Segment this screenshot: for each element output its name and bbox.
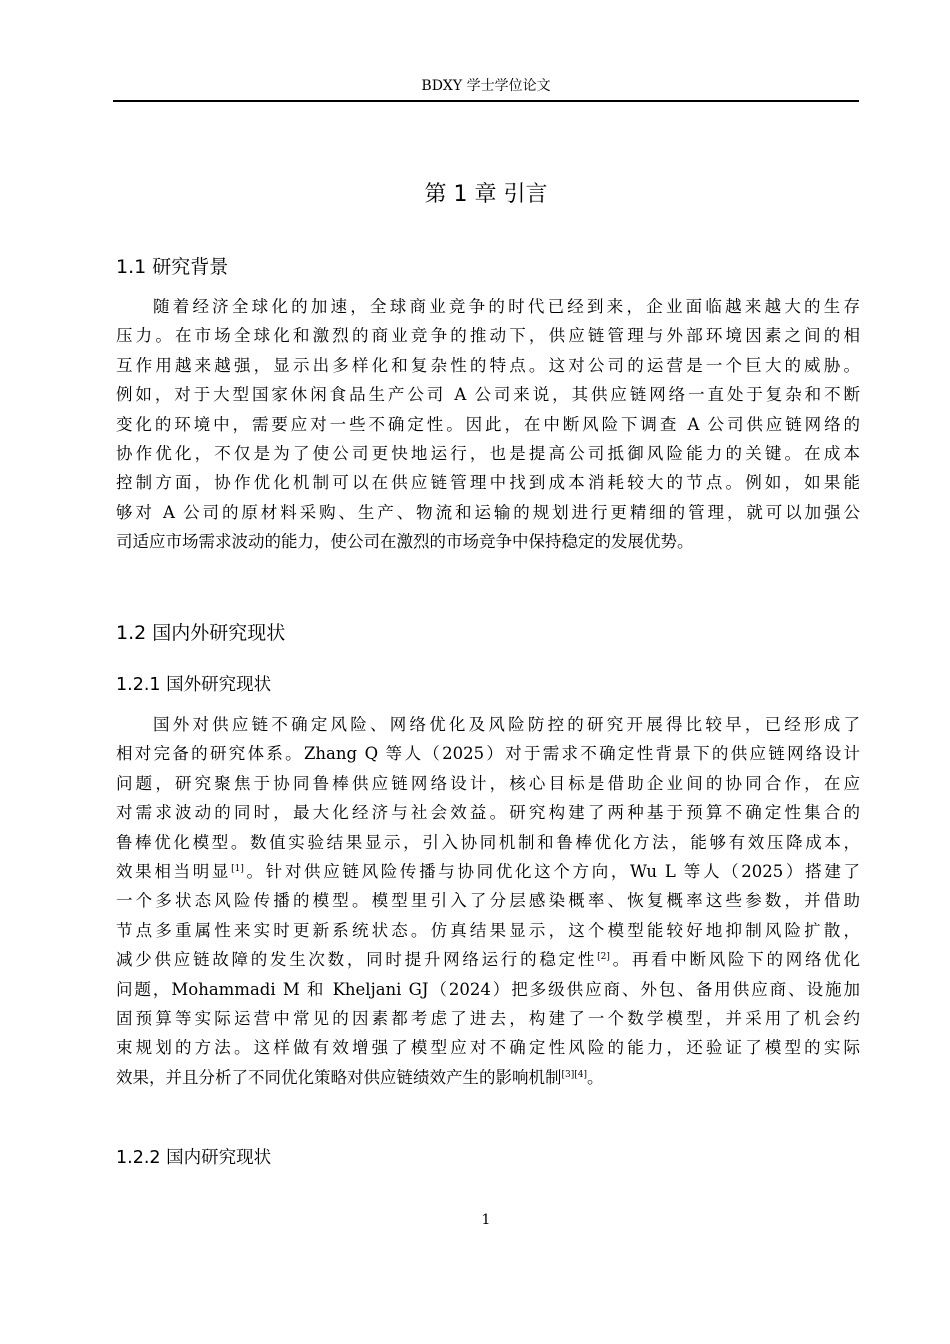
- paragraph-line: 问题，Mohammadi M 和 Kheljani GJ（2024）把多级供应商、外包、备用供应商、设施加: [116, 979, 860, 999]
- paragraph-line: 够对 A 公司的原材料采购、生产、物流和运输的规划进行更精细的管理，就可以加强公: [116, 502, 860, 522]
- paragraph-line: 固预算等实际运营中常见的因素都考虑了进去，构建了一个数学模型，并采用了机会约: [116, 1008, 860, 1028]
- paragraph-line: 对需求波动的同时，最大化经济与社会效益。研究构建了两种基于预算不确定性集合的: [116, 803, 860, 823]
- subsection-heading-1-2-1: 1.2.1 国外研究现状: [116, 675, 272, 695]
- section-heading-1-2: 1.2 国内外研究现状: [116, 622, 286, 644]
- paragraph-line: 协作优化，不仅是为了使公司更快地运行，也是提高公司抵御风险能力的关键。在成本: [116, 443, 860, 463]
- page-number: 1: [481, 1212, 491, 1228]
- paragraph-line: 司适应市场需求波动的能力，使公司在激烈的市场竞争中保持稳定的发展优势。: [116, 532, 694, 552]
- paragraph-background: [116, 292, 860, 557]
- subsection-heading-1-2-2: 1.2.2 国内研究现状: [116, 1148, 272, 1168]
- paragraph-line: [116, 857, 860, 886]
- citation-1[interactable]: [1]: [231, 863, 244, 874]
- line-text: 。: [587, 1067, 604, 1087]
- line-text: 。再看中断风险下的网络优化: [609, 950, 860, 970]
- paragraph-line: 例如，对于大型国家休闲食品生产公司 A 公司来说，其供应链网络一直处于复杂和不断: [116, 385, 860, 405]
- paragraph-line: 互作用越来越强，显示出多样化和复杂性的特点。这对公司的运营是一个巨大的威胁。: [116, 355, 860, 375]
- section-heading-1-1: 1.1 研究背景: [116, 256, 229, 278]
- paragraph-line: 压力。在市场全球化和激烈的商业竞争的推动下，供应链管理与外部环境因素之间的相: [116, 326, 860, 346]
- chapter-title: 第 1 章 引言: [424, 182, 548, 207]
- paragraph-line: 鲁棒优化模型。数值实验结果显示，引入协同机制和鲁棒优化方法，能够有效压降成本，: [116, 832, 860, 852]
- paragraph-line: [116, 945, 860, 974]
- paragraph-line: 随着经济全球化的加速，全球商业竞争的时代已经到来，企业面临越来越大的生存: [153, 297, 860, 316]
- paragraph-line: 问题，研究聚焦于协同鲁棒供应链网络设计，核心目标是借助企业间的协同合作，在应: [116, 773, 860, 793]
- line-text: 效果相当明显: [116, 861, 232, 881]
- paragraph-line: 束规划的方法。这样做有效增强了模型应对不确定性风险的能力，还验证了模型的实际: [116, 1038, 860, 1058]
- line-text: 减少供应链故障的发生次数，同时提升网络运行的稳定性: [116, 950, 598, 970]
- paragraph-line: 控制方面，协作优化机制可以在供应链管理中找到成本消耗较大的节点。例如，如果能: [116, 473, 860, 493]
- running-header: BDXY 学士学位论文: [421, 78, 551, 94]
- citation-2[interactable]: [2]: [597, 952, 610, 963]
- paragraph-line: 一个多状态风险传播的模型。模型里引入了分层感染概率、恢复概率这些参数，并借助: [116, 891, 860, 911]
- paragraph-line: 相对完备的研究体系。Zhang Q 等人（2025）对于需求不确定性背景下的供应链网络设计: [116, 744, 860, 764]
- paragraph-line: 国外对供应链不确定风险、网络优化及风险防控的研究开展得比较早，已经形成了: [153, 715, 860, 734]
- header-divider: [113, 100, 859, 102]
- paragraph-line: [116, 1063, 860, 1092]
- paragraph-line: 变化的环境中，需要应对一些不确定性。因此，在中断风险下调查 A 公司供应链网络的: [116, 414, 860, 434]
- citation-3-4[interactable]: [3][4]: [561, 1069, 587, 1080]
- paragraph-foreign-research: [116, 710, 860, 1092]
- line-text: 效果，并且分析了不同优化策略对供应链绩效产生的影响机制: [116, 1067, 562, 1087]
- line-text: 。针对供应链风险传播与协同优化这个方向，Wu L 等人（2025）搭建了: [243, 861, 860, 881]
- paragraph-line: 节点多重属性来实时更新系统状态。仿真结果显示，这个模型能较好地抑制风险扩散，: [116, 920, 860, 940]
